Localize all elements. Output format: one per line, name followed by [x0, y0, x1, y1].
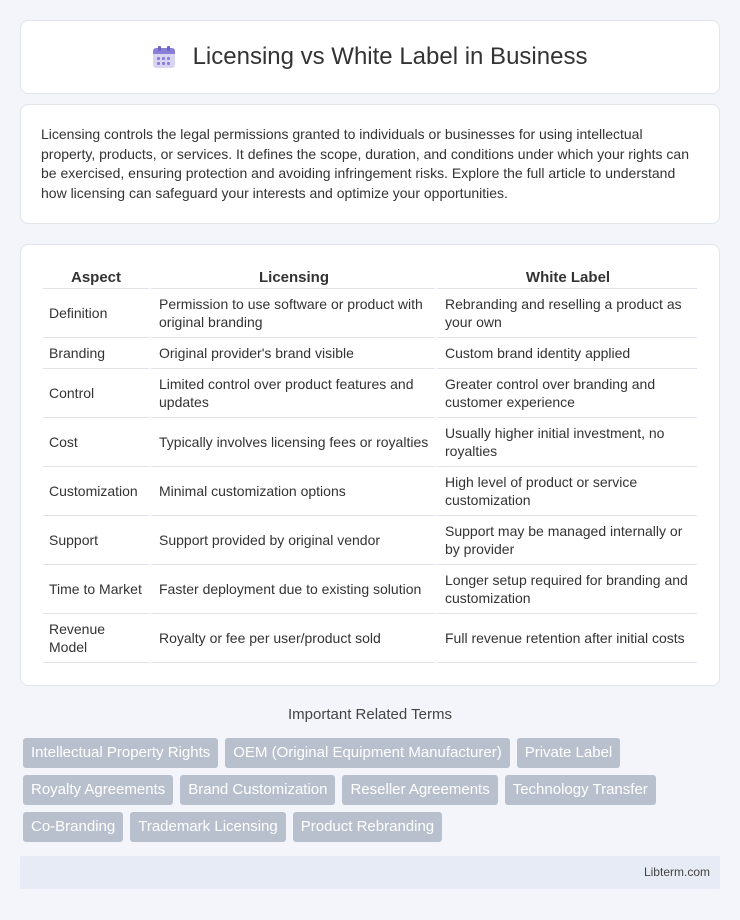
- table-cell: Definition: [43, 289, 149, 338]
- table-cell: Faster deployment due to existing solution: [149, 565, 435, 614]
- table-cell: Usually higher initial investment, no royalties: [435, 418, 697, 467]
- page-title: Licensing vs White Label in Business: [192, 43, 588, 70]
- table-cell: Minimal customization options: [149, 467, 435, 516]
- intro-card: [20, 104, 720, 224]
- table-row: [43, 418, 697, 467]
- tag-brand-customization[interactable]: Brand Customization: [180, 775, 335, 805]
- table-row: [43, 289, 697, 338]
- table-cell: Royalty or fee per user/product sold: [149, 614, 435, 663]
- calendar-icon: [153, 46, 175, 68]
- header-aspect: Aspect: [43, 265, 149, 289]
- table-cell: Custom brand identity applied: [435, 338, 697, 369]
- tag-reseller-agreements[interactable]: Reseller Agreements: [342, 775, 497, 805]
- comparison-table-card: [20, 244, 720, 686]
- table-cell: Rebranding and reselling a product as your own: [435, 289, 697, 338]
- header-white-label: White Label: [435, 265, 697, 289]
- table-row: [43, 516, 697, 565]
- table-cell: Greater control over branding and customer experience: [435, 369, 697, 418]
- related-terms-tags: [23, 738, 723, 849]
- tag-product-rebranding[interactable]: Product Rebranding: [293, 812, 442, 842]
- table-cell: Original provider's brand visible: [149, 338, 435, 369]
- table-cell: Full revenue retention after initial costs: [435, 614, 697, 663]
- table-row: [43, 338, 697, 369]
- table-cell: Support may be managed internally or by provider: [435, 516, 697, 565]
- tag-intellectual-property-rights[interactable]: Intellectual Property Rights: [23, 738, 218, 768]
- table-cell: Limited control over product features and updates: [149, 369, 435, 418]
- footer-site-link[interactable]: Libterm.com: [643, 865, 710, 879]
- tag-technology-transfer[interactable]: Technology Transfer: [505, 775, 656, 805]
- footer: [20, 856, 720, 889]
- table-cell: Time to Market: [43, 565, 149, 614]
- table-cell: Control: [43, 369, 149, 418]
- table-cell: Branding: [43, 338, 149, 369]
- intro-text: Licensing controls the legal permissions granted to individuals or businesses for using intellectual property, products, or services. It defines the scope, duration, and conditions under which your rights can be exercised, ensuring protection and avoiding infringement risks. Explore the full article to understand how licensing can safeguard your interests and optimize your opportunities.: [41, 126, 689, 201]
- table-cell: Support provided by original vendor: [149, 516, 435, 565]
- table-cell: Cost: [43, 418, 149, 467]
- table-cell: High level of product or service customization: [435, 467, 697, 516]
- table-cell: Typically involves licensing fees or royalties: [149, 418, 435, 467]
- tag-oem[interactable]: OEM (Original Equipment Manufacturer): [225, 738, 509, 768]
- table-row: [43, 614, 697, 663]
- tag-co-branding[interactable]: Co-Branding: [23, 812, 123, 842]
- table-cell: Customization: [43, 467, 149, 516]
- table-row: [43, 369, 697, 418]
- table-cell: Revenue Model: [43, 614, 149, 663]
- title-card: [20, 20, 720, 94]
- tag-private-label[interactable]: Private Label: [517, 738, 621, 768]
- comparison-table: [43, 265, 697, 663]
- tag-trademark-licensing[interactable]: Trademark Licensing: [130, 812, 286, 842]
- related-terms-title: Important Related Terms: [288, 706, 452, 723]
- tag-royalty-agreements[interactable]: Royalty Agreements: [23, 775, 173, 805]
- table-row: [43, 467, 697, 516]
- header-licensing: Licensing: [149, 265, 435, 289]
- table-cell: Longer setup required for branding and customization: [435, 565, 697, 614]
- table-header-row: [43, 265, 697, 289]
- table-cell: Permission to use software or product with original branding: [149, 289, 435, 338]
- table-row: [43, 565, 697, 614]
- table-cell: Support: [43, 516, 149, 565]
